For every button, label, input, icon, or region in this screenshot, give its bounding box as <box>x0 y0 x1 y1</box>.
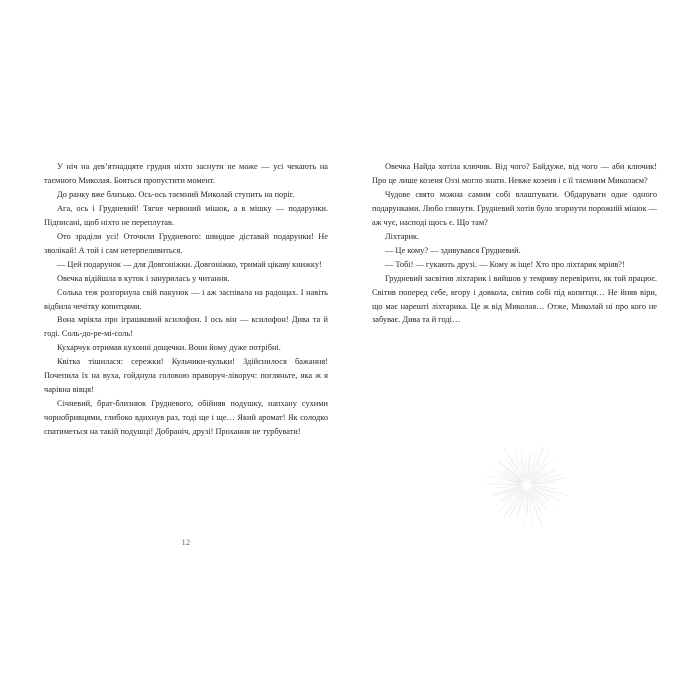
paragraph: Ото зраділи усі! Оточили Грудневого: швидше діставай подарунки! Не зволікай! А той і сам нетерпеливиться. <box>44 231 328 255</box>
paragraph: Чудове свято можна самим собі влаштувати. Обдарувати одне одного подарунками. Любо глянути. Грудневий хотів було згорнути порожній мішок — аж чує, насподі щось є. Що там? <box>372 189 657 227</box>
left-page <box>44 160 328 439</box>
paragraph: Овечка Найда хотіла ключик. Від чого? Байдуже, від чого — аби ключик! Про це лише козеня Оззі могло знати. Невже козеня і є її таємним Миколаєм? <box>372 162 657 185</box>
right-page <box>372 160 657 327</box>
paragraph: Ліхтарик. <box>385 231 420 241</box>
left-page-textblock <box>44 160 328 439</box>
paragraph: У ніч на дев’ятнадцяте грудня ніхто заснути не може — усі чекають на таємного Миколая. Бояться пропустити момент. <box>44 162 328 185</box>
paragraph: Солька теж розгорнула свій пакунок — і аж заспівала на радощах. І навіть відбила чечітку копитцями. <box>44 287 328 311</box>
paragraph: — Тобі! — гукають друзі. — Кому ж іще! Хто про ліхтарик мріяв?! <box>385 259 625 269</box>
paragraph: Ага, ось і Грудневий! Тягне червоний мішок, а в мішку — подарунки. Підписані, щоб ніхто не переплутав. <box>44 203 328 227</box>
paragraph: До ранку вже близько. Ось-ось таємний Миколай ступить на поріг. <box>57 189 295 199</box>
paragraph: Овечка відійшла в куток і занурилась у читання. <box>57 273 230 283</box>
paragraph: — Цей подарунок — для Довгоніжки. Довгоніжко, тримай цікаву книжку! <box>57 259 322 269</box>
paragraph: — Це кому? — здивувався Грудневий. <box>385 245 521 255</box>
paragraph: Січневий, брат-близнюк Грудневого, обійняв подушку, напхану сухими чорнобривцями, глибоко вдихнув раз, тоді ще і ще… Який аромат! Як солодко спатиметься на такій подушці! Добраніч, друзі! Прохання не турбувати! <box>44 399 328 437</box>
paragraph: Вона мріяла про іграшковий ксилофон. І ось він — ксилофон! Дива та й годі. Соль-до-ре-мі-соль! <box>44 315 328 339</box>
page-number: 12 <box>181 538 191 547</box>
starburst-sparkle-icon <box>485 447 569 527</box>
paragraph: Кухарчук отримав кухонні дощечки. Вони йому дуже потрібні. <box>57 343 281 353</box>
right-page-textblock <box>372 160 657 327</box>
paragraph: Грудневий засвітив ліхтарик і вийшов у темряву перевірити, як той працює. Світив поперед себе, вгору і довкола, світив собі під копитця… Не йняв віри, що має нарешті ліхтарика. Це ж від Миколая… Отже, Миколай ні про кого не забуває. Дива та й годі… <box>372 273 657 325</box>
paragraph: Квітка тішилася: сережки! Кульчики-кульки! Здійснилося бажання! Почепила їх на вуха, гойднула головою праворуч-ліворуч: погляньте, яка ж я чарівна вівця! <box>44 357 328 395</box>
